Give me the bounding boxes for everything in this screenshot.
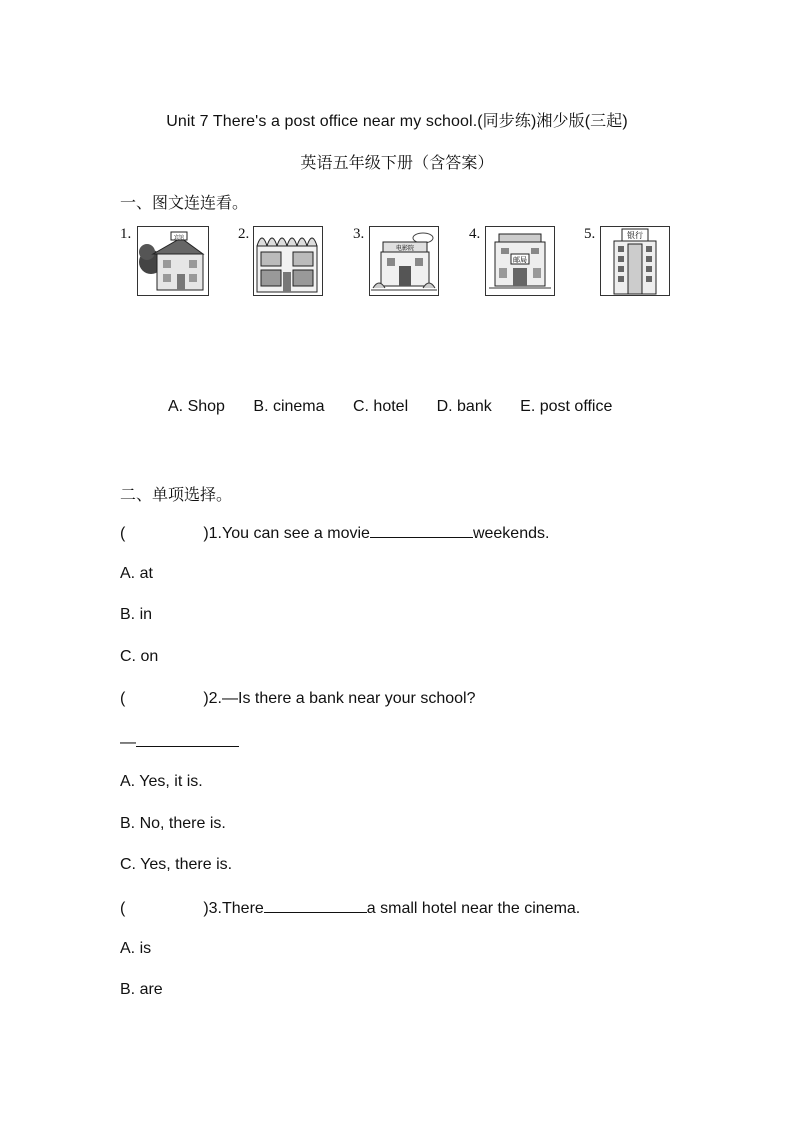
cinema-icon bbox=[369, 226, 439, 296]
picture-number: 4. bbox=[469, 226, 481, 242]
picture-number: 5. bbox=[584, 226, 596, 242]
q1-option-a: A. at bbox=[120, 565, 153, 582]
q1-option-b: B. in bbox=[120, 606, 153, 623]
question-text-end: a small hotel near the cinema. bbox=[366, 900, 581, 917]
option-b: B. cinema bbox=[253, 398, 325, 415]
question-text: —Is there a bank near your school? bbox=[222, 690, 476, 707]
answer-paren-open: ( bbox=[120, 525, 126, 542]
bank-sign: 银行 bbox=[627, 231, 643, 240]
picture-row bbox=[120, 226, 680, 298]
option-d: D. bank bbox=[436, 398, 492, 415]
fill-blank[interactable] bbox=[370, 523, 473, 538]
worksheet-title: Unit 7 There's a post office near my school.(同步练)湘少版(三起) bbox=[166, 113, 628, 130]
option-e: E. post office bbox=[520, 398, 613, 415]
answer-dash: — bbox=[120, 734, 136, 751]
q2-option-c: C. Yes, there is. bbox=[120, 856, 233, 873]
q2-option-a: A. Yes, it is. bbox=[120, 773, 203, 790]
q2-answer-line bbox=[120, 732, 239, 752]
picture-number: 2. bbox=[238, 226, 250, 242]
post-office-icon bbox=[485, 226, 555, 296]
picture-number: 1. bbox=[120, 226, 132, 242]
answer-paren-open: ( bbox=[120, 900, 126, 917]
fill-blank[interactable] bbox=[264, 898, 367, 913]
section2-heading: 二、单项选择。 bbox=[120, 487, 233, 504]
question-1 bbox=[120, 523, 549, 543]
match-options bbox=[168, 398, 636, 416]
answer-paren-open: ( bbox=[120, 690, 126, 707]
q3-option-a: A. is bbox=[120, 940, 152, 957]
option-c: C. hotel bbox=[352, 398, 409, 415]
shop-icon bbox=[253, 226, 323, 296]
section1-heading: 一、图文连连看。 bbox=[120, 195, 249, 212]
post-office-sign: 邮局 bbox=[513, 256, 527, 264]
bank-icon bbox=[600, 226, 670, 296]
q2-option-b: B. No, there is. bbox=[120, 815, 226, 832]
cinema-sign: 电影院 bbox=[395, 245, 415, 252]
question-number: )1. bbox=[203, 525, 222, 542]
hotel-icon bbox=[137, 226, 209, 296]
fill-blank[interactable] bbox=[136, 732, 239, 747]
question-2 bbox=[120, 690, 475, 708]
option-a: A. Shop bbox=[168, 398, 225, 415]
picture-number: 3. bbox=[353, 226, 365, 242]
question-text: There bbox=[222, 900, 264, 917]
hotel-sign: 宾馆 bbox=[173, 235, 185, 241]
question-text: You can see a movie bbox=[222, 525, 370, 542]
question-number: )3. bbox=[203, 900, 222, 917]
question-number: )2. bbox=[203, 690, 222, 707]
q1-option-c: C. on bbox=[120, 648, 159, 665]
worksheet-subtitle: 英语五年级下册（含答案） bbox=[300, 155, 494, 172]
question-3 bbox=[120, 898, 580, 918]
q3-option-b: B. are bbox=[120, 981, 163, 998]
question-text-end: weekends. bbox=[472, 525, 550, 542]
